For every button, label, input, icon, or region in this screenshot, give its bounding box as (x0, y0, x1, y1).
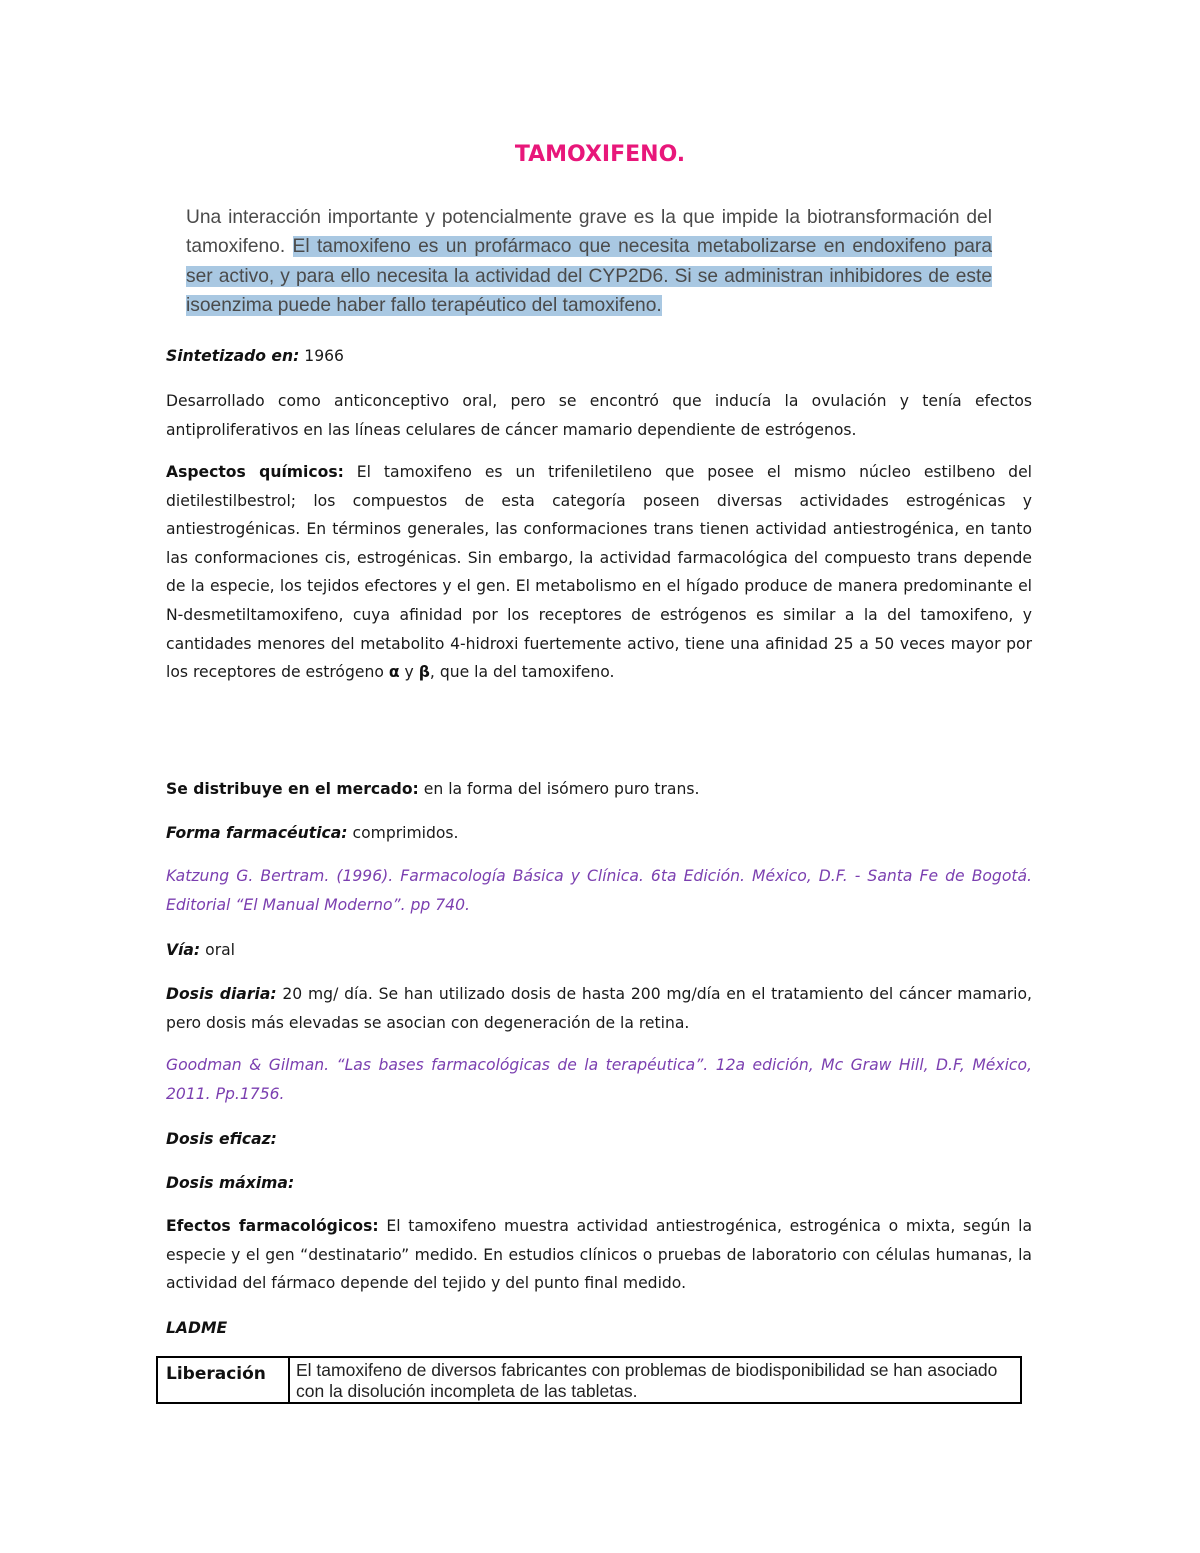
via-label: Vía: (166, 941, 201, 959)
forma-paragraph (166, 819, 1032, 848)
reference-katzung: Katzung G. Bertram. (1996). Farmacología Básica y Clínica. 6ta Edición. México, D.F. - Santa Fe de Bogotá. Editorial “El Manual Moderno”. pp 740. (166, 867, 1032, 914)
dosis-maxima-label: Dosis máxima: (166, 1174, 295, 1192)
conjunction: y (404, 663, 414, 682)
efectos-value: El tamoxifeno muestra actividad antiestrogénica, estrogénica o mixta, según la especie y el gen “destinatario” medido. En estudios clínicos o pruebas de laboratorio con células humanas, la actividad del fármaco depende del tejido y del punto final medido. (166, 1217, 1033, 1293)
aspectos-quimicos-text: El tamoxifeno es un trifeniletileno que posee el mismo núcleo estilbeno del dietilestilbestrol; los compuestos de esta categoría poseen diversas actividades estrogénicas y antiestrogénicas. En términos generales, las conformaciones trans tienen actividad antiestrogénica, en tanto las conformaciones cis, estrogénicas. Sin embargo, la actividad farmacológica del compuesto trans depende de la especie, los tejidos efectores y el gen. El metabolismo en el hígado produce de manera predominante el N-desmetiltamoxifeno, cuya afinidad por los receptores de estrógenos es similar a la del tamoxifeno, y cantidades menores del metabolito 4-hidroxi fuertemente activo, tiene una afinidad 25 a 50 veces mayor por los receptores de estrógeno (166, 463, 1032, 682)
dosis-diaria-value: 20 mg/ día. Se han utilizado dosis de hasta 200 mg/día en el tratamiento del cáncer mamario, pero dosis más elevadas se asocian con degeneración de la retina. (166, 985, 1032, 1032)
dosis-diaria-label: Dosis diaria: (166, 985, 277, 1003)
sintetizado-paragraph (166, 342, 1032, 371)
excerpt-highlighted-text: El tamoxifeno es un profármaco que necesita metabolizarse en endoxifeno para ser activo, y para ello necesita la actividad del CYP2D6. Si se administran inhibidores de este isoenzima puede haber fallo terapéutico del tamoxifeno. (186, 236, 992, 316)
sintetizado-label: Sintetizado en: (166, 347, 300, 365)
mercado-paragraph (166, 775, 1032, 804)
aspectos-quimicos-paragraph (166, 458, 1032, 687)
ladme-row-label: Liberación (166, 1364, 266, 1384)
efectos-label: Efectos farmacológicos: (166, 1217, 379, 1235)
via-value: oral (205, 941, 235, 959)
ladme-row-text-cell (289, 1357, 1021, 1403)
sintetizado-value: 1966 (304, 347, 344, 365)
dosis-diaria-paragraph (166, 980, 1032, 1037)
dosis-eficaz-paragraph (166, 1125, 1032, 1154)
dosis-maxima-paragraph (166, 1169, 1032, 1198)
ladme-heading-paragraph (166, 1314, 1032, 1343)
table-row (157, 1357, 1021, 1403)
reference-goodman: Goodman & Gilman. “Las bases farmacológicas de la terapéutica”. 12a edición, Mc Graw Hill, D.F, México, 2011. Pp.1756. (166, 1056, 1032, 1103)
via-paragraph (166, 936, 1032, 965)
aspectos-quimicos-label: Aspectos químicos: (166, 463, 344, 481)
dosis-eficaz-label: Dosis eficaz: (166, 1130, 277, 1148)
forma-label: Forma farmacéutica: (166, 824, 348, 842)
alpha-symbol: α (388, 663, 400, 682)
aspectos-quimicos-tail: , que la del tamoxifeno. (429, 663, 615, 682)
highlighted-excerpt (186, 203, 992, 320)
excerpt-plain-text: Una interacción importante y potencialmente grave es la que impide la biotransformación del tamoxifeno. (186, 207, 992, 258)
efectos-paragraph (166, 1212, 1032, 1298)
ladme-table (156, 1356, 1022, 1404)
mercado-value: en la forma del isómero puro trans. (423, 780, 700, 798)
page-title: TAMOXIFENO. (514, 142, 686, 167)
ladme-row-text: El tamoxifeno de diversos fabricantes con problemas de biodisponibilidad se han asociado con la disolución incompleta de las tabletas. (296, 1360, 998, 1401)
ladme-row-label-cell (157, 1357, 289, 1403)
ladme-heading: LADME (166, 1319, 228, 1337)
desarrollado-paragraph: Desarrollado como anticonceptivo oral, pero se encontró que inducía la ovulación y tenía efectos antiproliferativos en las líneas celulares de cáncer mamario dependiente de estrógenos. (166, 392, 1032, 439)
beta-symbol: β (418, 663, 430, 682)
mercado-label: Se distribuye en el mercado: (166, 780, 419, 798)
forma-value: comprimidos. (352, 824, 459, 842)
